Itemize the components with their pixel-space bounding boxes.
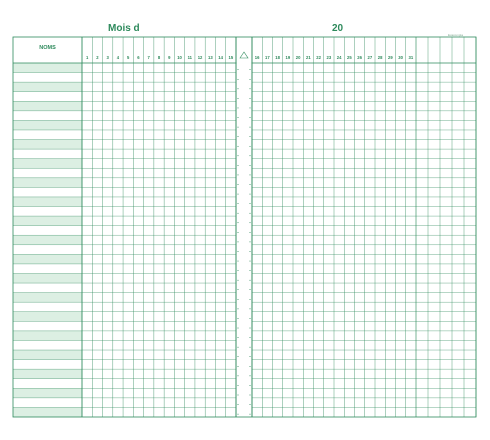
name-row-band	[13, 120, 82, 130]
day-header-30: 30	[398, 55, 403, 60]
day-header-5: 5	[127, 55, 130, 60]
day-header-18: 18	[275, 55, 280, 60]
day-header-8: 8	[157, 55, 161, 60]
name-row-band	[13, 178, 82, 188]
day-header-17: 17	[265, 55, 270, 60]
name-row-band	[13, 369, 82, 379]
day-header-28: 28	[377, 55, 383, 60]
day-header-21: 21	[306, 55, 311, 60]
day-header-16: 16	[254, 55, 260, 60]
binding-spine	[237, 38, 252, 417]
day-header-26: 26	[357, 55, 362, 60]
name-row-band	[13, 101, 82, 111]
names-header: NOMS	[39, 45, 56, 51]
name-row-band	[13, 197, 82, 207]
name-row-band	[13, 331, 82, 341]
day-header-31: 31	[408, 55, 414, 60]
day-header-11: 11	[187, 55, 193, 60]
day-header-10: 10	[177, 55, 182, 60]
name-row-band	[13, 82, 82, 92]
name-row-band	[13, 216, 82, 226]
day-header-19: 19	[285, 55, 291, 60]
name-row-band	[13, 159, 82, 169]
day-header-2: 2	[96, 55, 99, 60]
day-header-12: 12	[197, 55, 203, 60]
day-header-20: 20	[295, 55, 301, 60]
name-row-band	[13, 388, 82, 398]
day-header-7: 7	[147, 55, 150, 60]
name-row-band	[13, 254, 82, 264]
name-row-band	[13, 235, 82, 245]
name-row-band	[13, 140, 82, 150]
publisher-note: Exacompta	[448, 33, 464, 37]
name-row-band	[13, 63, 82, 73]
name-row-band	[13, 350, 82, 360]
day-header-24: 24	[336, 55, 342, 60]
day-header-23: 23	[326, 55, 332, 60]
day-header-15: 15	[228, 55, 234, 60]
day-header-3: 3	[106, 55, 109, 60]
day-header-13: 13	[207, 55, 213, 60]
month-title: Mois d	[108, 23, 140, 34]
day-header-14: 14	[218, 55, 223, 60]
name-row-band	[13, 312, 82, 322]
day-header-4: 4	[116, 55, 120, 60]
day-header-29: 29	[388, 55, 393, 60]
day-header-22: 22	[316, 55, 321, 60]
name-row-band	[13, 273, 82, 283]
day-header-6: 6	[137, 55, 140, 60]
name-row-band	[13, 407, 82, 417]
day-header-25: 25	[347, 55, 352, 60]
name-row-band	[13, 293, 82, 303]
year-title: 20	[332, 23, 344, 34]
day-header-9: 9	[168, 55, 171, 60]
day-header-1: 1	[85, 55, 89, 60]
day-header-27: 27	[367, 55, 373, 60]
